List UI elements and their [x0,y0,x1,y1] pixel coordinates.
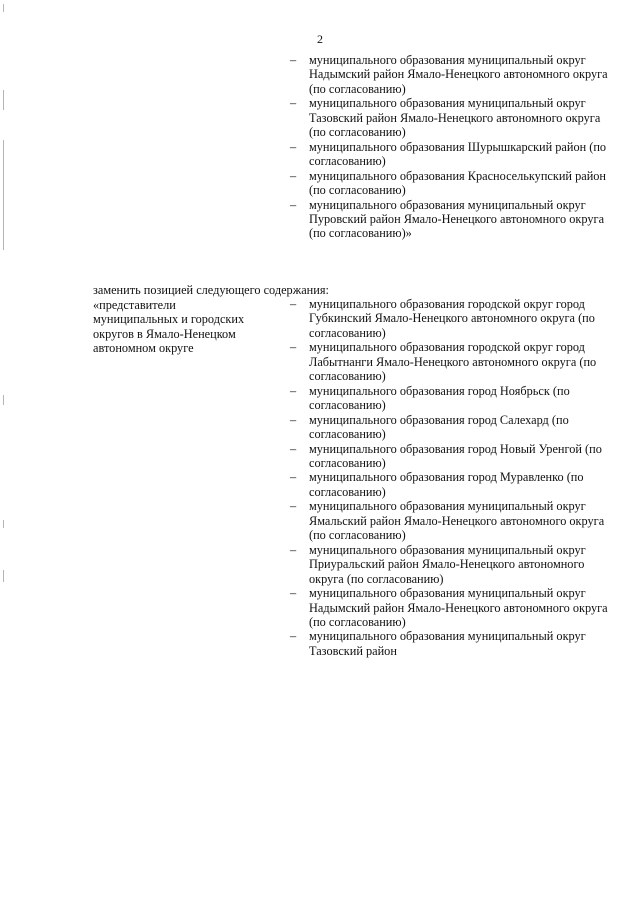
list-item [290,586,620,629]
list-item [290,629,620,658]
dash-bullet: – [290,412,297,427]
list-item-text: муниципального образования городской округ город Лабытнанги Ямало-Ненецкого автономного округа (по согласованию) [309,340,597,384]
dash-bullet: – [290,499,297,514]
list-item-text: муниципального образования город Новый Уренгой (по согласованию) [309,441,602,470]
dash-bullet: – [290,383,297,398]
list-item [290,543,620,586]
dash-bullet: – [290,96,297,111]
dash-bullet: – [290,139,297,154]
dash-bullet: – [290,441,297,456]
dash-bullet: – [290,629,297,644]
list-item-text: муниципального образования городской округ город Губкинский Ямало-Ненецкого автономного округа (по согласованию) [309,297,595,340]
list-item [290,340,620,383]
dash-bullet: – [290,586,297,601]
top-list [290,53,620,241]
list-item [290,140,620,169]
list-item [290,413,620,442]
list-item [290,499,620,542]
list-item [290,96,620,139]
list-item-text: муниципального образования Шурышкарский район (по согласованию) [309,139,607,169]
representatives-label: «представители муниципальных и городских округов в Ямало-Ненецком автономном округе [93,298,245,356]
list-item-text: муниципального образования город Салехард (по согласованию) [309,412,569,442]
dash-bullet: – [290,340,297,355]
list-item [290,53,620,96]
list-item [290,169,620,198]
list-item-text: муниципального образования муниципальный округ Приуральский район Ямало-Ненецкого автономного округа (по согласованию) [309,542,586,586]
list-item-text: муниципального образования муниципальный округ Надымский район Ямало-Ненецкого автономного округа (по согласованию) [309,53,608,96]
list-item-text: муниципального образования муниципальный округ Пуровский район Ямало-Ненецкого автономного округа (по согласованию)» [309,197,605,241]
list-item-text: муниципального образования город Муравленко (по согласованию) [309,470,584,499]
dash-bullet: – [290,53,297,67]
dash-bullet: – [290,470,297,485]
list-item-text: муниципального образования Красноселькупский район (по согласованию) [309,168,606,198]
list-item [290,297,620,340]
list-item-text: муниципального образования муниципальный округ Ямальский район Ямало-Ненецкого автономного округа (по согласованию) [309,499,605,543]
page-number: 2 [317,32,323,46]
dash-bullet: – [290,197,297,212]
list-item-text: муниципального образования муниципальный округ Тазовский район Ямало-Ненецкого автономного округа (по согласованию) [309,96,601,140]
margin-scan-marks [3,0,7,905]
replace-instruction: заменить позицией следующего содержания: [93,283,329,297]
dash-bullet: – [290,297,297,311]
list-item [290,384,620,413]
list-item [290,442,620,471]
list-item-text: муниципального образования муниципальный округ Надымский район Ямало-Ненецкого автономного округа (по согласованию) [309,586,608,629]
dash-bullet: – [290,168,297,183]
bottom-list [290,297,620,658]
list-item [290,198,620,241]
dash-bullet: – [290,542,297,557]
list-item-text: муниципального образования город Ноябрьск (по согласованию) [309,383,570,413]
list-item [290,470,620,499]
list-item-text: муниципального образования муниципальный округ Тазовский район [309,629,586,658]
